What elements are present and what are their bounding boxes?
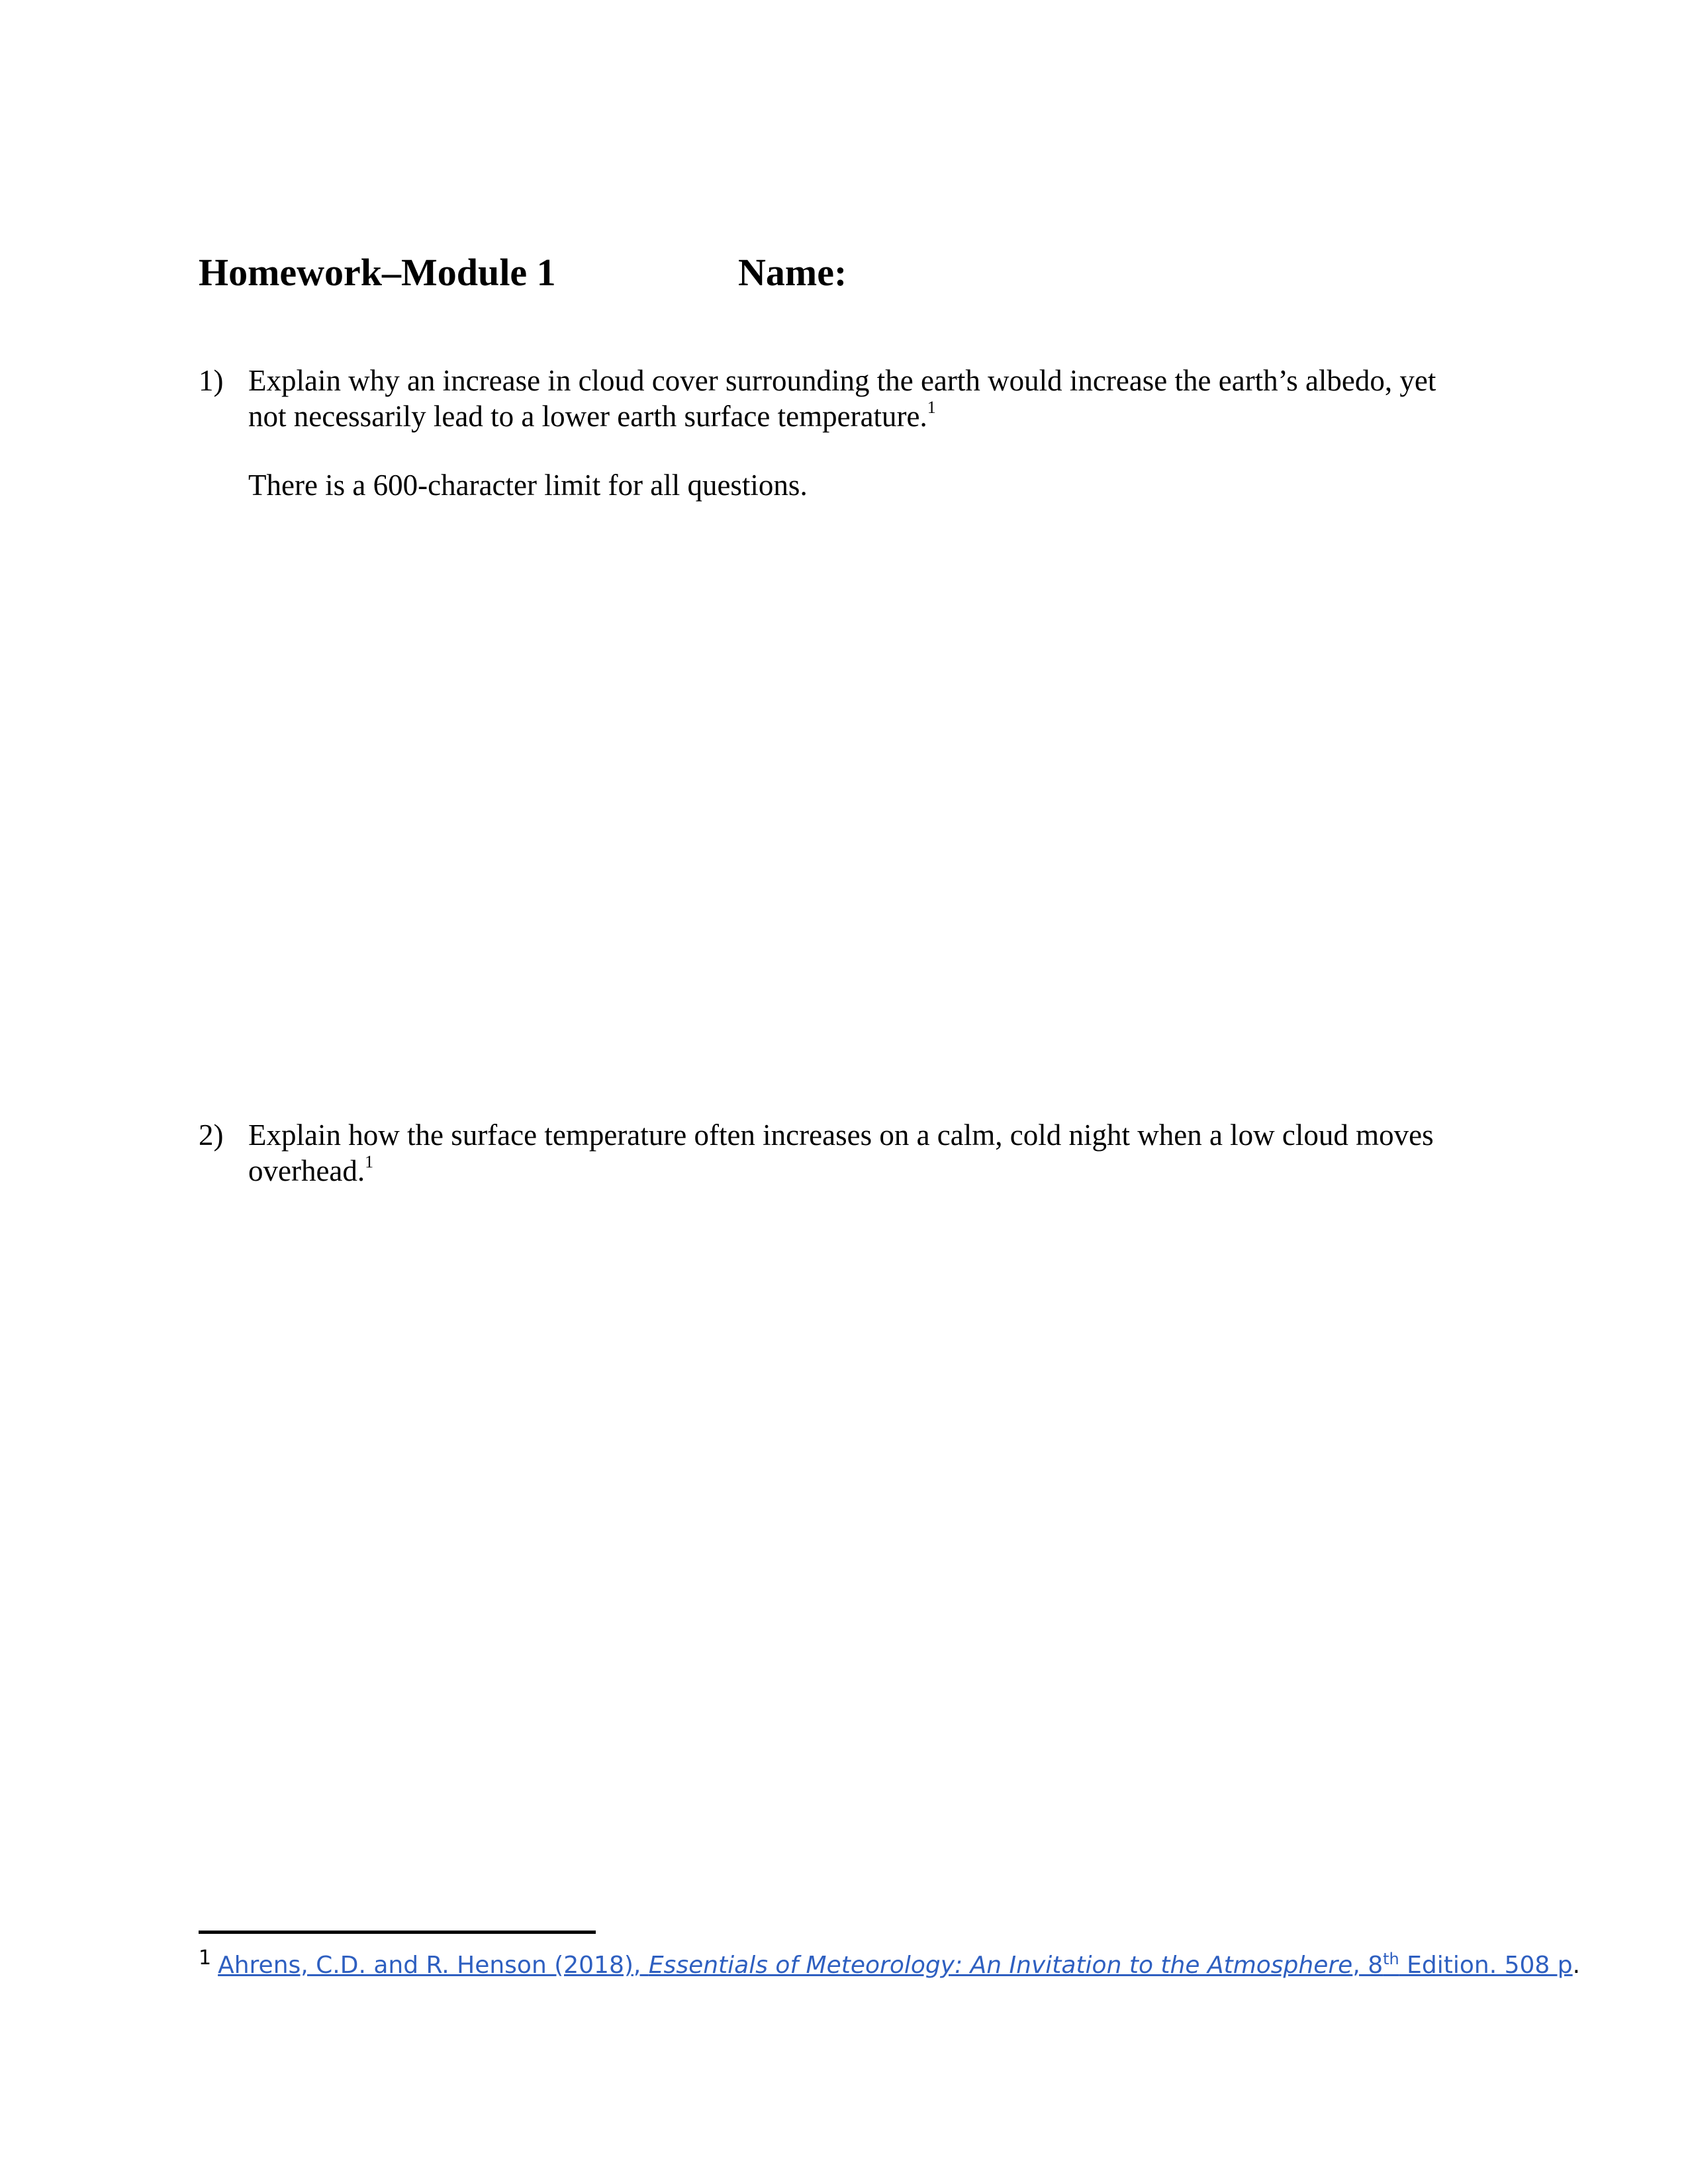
question-line-text: overhead. bbox=[248, 1154, 365, 1187]
citation-separator: , bbox=[633, 1952, 649, 1979]
citation-edition-pages: Edition. 508 p bbox=[1399, 1952, 1573, 1979]
footnote-reference[interactable]: 1 bbox=[927, 398, 936, 417]
footnote bbox=[199, 1946, 1581, 1982]
page-title: Homework–Module 1 bbox=[199, 251, 556, 294]
footnote-mark: 1 bbox=[199, 1946, 212, 1970]
citation-authors: Ahrens, C.D. and R. Henson (2018) bbox=[218, 1952, 633, 1979]
question-line-last bbox=[248, 398, 1493, 434]
question-text bbox=[248, 1117, 1493, 1189]
citation-book-title: Essentials of Meteorology: An Invitation to the Atmosphere bbox=[648, 1952, 1353, 1979]
name-label: Name: bbox=[738, 251, 847, 294]
citation-edition-suffix: th bbox=[1383, 1950, 1399, 1968]
citation-end: . bbox=[1572, 1952, 1581, 1979]
citation-link[interactable] bbox=[218, 1952, 1573, 1979]
question-line: Explain why an increase in cloud cover surrounding the earth would increase the earth’s albedo, yet bbox=[248, 364, 1436, 397]
footnote-reference[interactable]: 1 bbox=[365, 1152, 374, 1171]
question-line-text: not necessarily lead to a lower earth surface temperature. bbox=[248, 400, 927, 433]
title-row bbox=[199, 246, 1523, 306]
question-number: 2) bbox=[199, 1118, 224, 1152]
question-line-last bbox=[248, 1153, 1493, 1189]
question-number: 1) bbox=[199, 364, 224, 397]
citation-edition-number: , 8 bbox=[1352, 1952, 1383, 1979]
footnote-separator bbox=[199, 1931, 596, 1934]
question-line: Explain how the surface temperature often increases on a calm, cold night when a low cloud moves bbox=[248, 1118, 1434, 1152]
character-limit-note: There is a 600-character limit for all questions. bbox=[248, 469, 808, 502]
question-text bbox=[248, 363, 1493, 434]
